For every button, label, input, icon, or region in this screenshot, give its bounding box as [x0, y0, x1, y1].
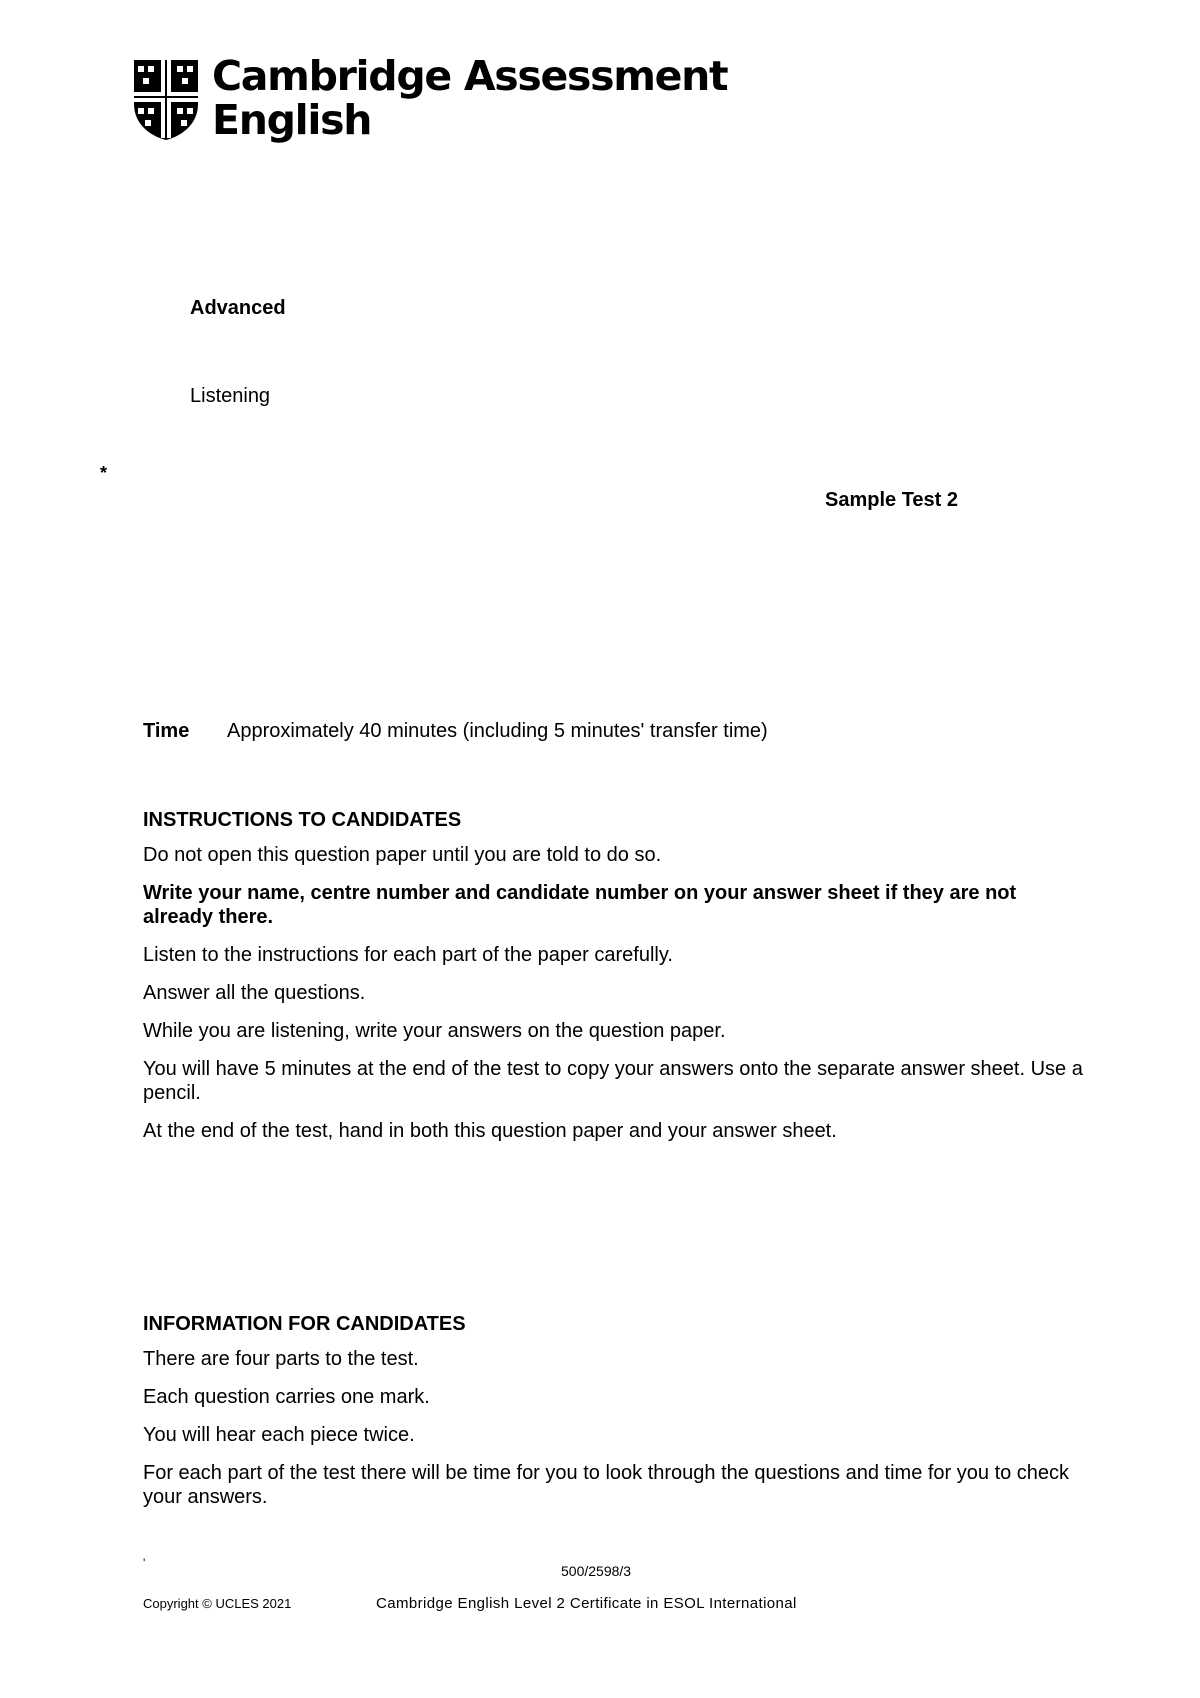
- footer-mark: ': [143, 1556, 146, 1570]
- time-label: Time: [143, 720, 190, 742]
- information-item: Each question carries one mark.: [143, 1386, 430, 1408]
- instruction-item: While you are listening, write your answers on the question paper.: [143, 1020, 726, 1042]
- logo-line1: Cambridge Assessment: [212, 52, 728, 100]
- paper-code: 500/2598/3: [561, 1563, 632, 1579]
- instruction-item: Do not open this question paper until you are told to do so.: [143, 844, 662, 866]
- information-section: [143, 1312, 1083, 1523]
- sample-test-label: Sample Test 2: [825, 489, 959, 511]
- time-row: [143, 720, 768, 743]
- information-heading: INFORMATION FOR CANDIDATES: [143, 1313, 466, 1335]
- logo-line2: English: [212, 96, 372, 144]
- information-item: For each part of the test there will be time for you to look through the questions and time for you to check your answers.: [143, 1462, 1070, 1508]
- asterisk-marker: *: [100, 463, 108, 483]
- information-item: There are four parts to the test.: [143, 1348, 419, 1370]
- instructions-section: [143, 808, 1083, 1157]
- cambridge-logo: [132, 52, 728, 144]
- certificate-title: Cambridge English Level 2 Certificate in ESOL International: [376, 1595, 797, 1612]
- logo-wordmark: [212, 54, 727, 142]
- instruction-item: Listen to the instructions for each part of the paper carefully.: [143, 944, 673, 966]
- information-item: You will hear each piece twice.: [143, 1424, 415, 1446]
- exam-level: Advanced: [190, 297, 286, 319]
- instruction-item: Answer all the questions.: [143, 982, 366, 1004]
- copyright-notice: Copyright © UCLES 2021: [143, 1596, 292, 1611]
- paper-name: Listening: [190, 385, 271, 407]
- university-shield-icon: [132, 58, 200, 142]
- instructions-heading: INSTRUCTIONS TO CANDIDATES: [143, 809, 462, 831]
- instruction-item: At the end of the test, hand in both this question paper and your answer sheet.: [143, 1120, 837, 1142]
- instruction-item: Write your name, centre number and candidate number on your answer sheet if they are not already there.: [143, 882, 1017, 928]
- time-value: Approximately 40 minutes (including 5 minutes' transfer time): [227, 720, 768, 742]
- instruction-item: You will have 5 minutes at the end of the test to copy your answers onto the separate answer sheet. Use a pencil.: [143, 1058, 1083, 1104]
